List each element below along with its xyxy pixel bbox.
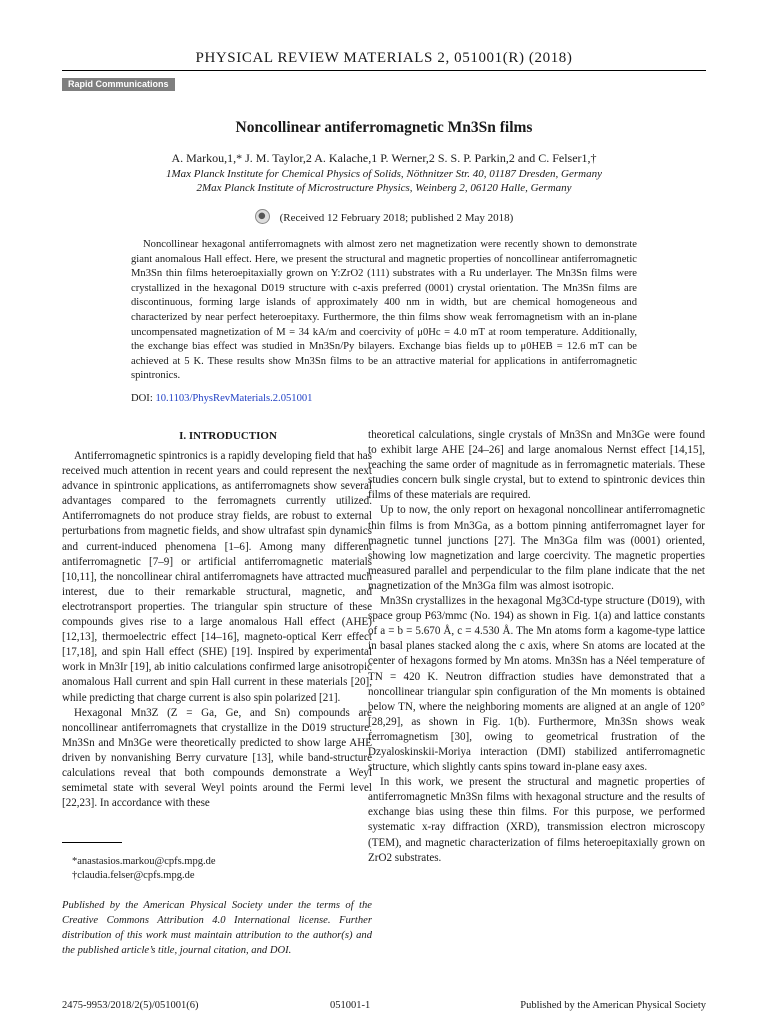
doi-link[interactable]: 10.1103/PhysRevMaterials.2.051001	[155, 393, 313, 404]
crossmark-icon[interactable]	[255, 209, 270, 224]
section-heading: I. INTRODUCTION	[179, 430, 277, 442]
paragraph: theoretical calculations, single crystals of Mn3Sn and Mn3Ge were found to exhibit large AHE [24–26] and large anomalous Nernst effect [14,15], reaching the same order of magnitude as in ferromagnetic materials. These studies concern bulk single crystal, but to extend to spintronic devices thin films of these materials are required.	[368, 429, 705, 502]
paragraph: In this work, we present the structural and magnetic properties of antiferromagnetic Mn3Sn films with hexagonal structure and the results of exchange bias using these thin films. For this purpose, we performed systematic x-ray diffraction (XRD), transmission electron microscopy (TEM), and magnetic characterization of films heteroepitaxially grown on ZrO2 substrates.	[368, 776, 705, 864]
footer-publisher: Published by the American Physical Society	[520, 1000, 706, 1011]
author-list: A. Markou,1,* J. M. Taylor,2 A. Kalache,1 P. Werner,2 S. S. P. Parkin,2 and C. Felser1,†	[171, 151, 597, 165]
footnote-email-2[interactable]: †claudia.felser@cpfs.mpg.de	[72, 870, 195, 881]
left-column	[62, 449, 372, 811]
journal-header: PHYSICAL REVIEW MATERIALS 2, 051001(R) (2018)	[195, 50, 573, 66]
footnote-email-1[interactable]: *anastasios.markou@cpfs.mpg.de	[72, 856, 216, 867]
footer-page-number: 051001-1	[330, 1000, 371, 1011]
paragraph: Antiferromagnetic spintronics is a rapidly developing field that has received much attention in recent years and could represent the next advance in spintronic applications, as antiferromagnets show several advantages compared to the ferromagnets currently utilized. Antiferromagnets do not produce stray fields, are robust to external perturbations from magnetic fields, and show ultrafast spin dynamics and current-induced phenomena [1–6]. Among many different antiferromagnetic [7–9] or artificial antiferromagnetic materials [10,11], the noncollinear chiral antiferromagnets have attracted much interest, due to their remarkable structural, magnetic, and electrotransport properties. The triangular spin structure of these compounds gives rise to a large anomalous Hall effect (AHE) [12,13], thermoelectric effect [14–16], magneto-optical Kerr effect [17,18], and spin Hall effect (SHE) [19]. Inspired by experimental work in Mn3Ir [19], ab initio calculations confirmed large anisotropic anomalous Hall current and spin Hall current in these materials [20], while predicting that charge current is also spin polarized [21].	[62, 450, 372, 704]
abstract: Noncollinear hexagonal antiferromagnets with almost zero net magnetization were recently shown to demonstrate giant anomalous Hall effect. Here, we present the structural and magnetic properties of noncollinear antiferromagnetic Mn3Sn thin films heteroepitaxially grown on Y:ZrO2 (111) substrates with a Ru underlayer. The Mn3Sn films were crystallized in the hexagonal D019 structure with c-axis preferred (0001) crystal orientation. The Mn3Sn films are discontinuous, forming large islands of approximately 400 nm in width, but are chemical homogeneous and characterized by near perfect heteroepitaxy. Furthermore, the thin films show weak ferromagnetism with an in-plane uncompensated magnetization of M = 34 kA/m and coercivity of μ0Hc = 4.0 mT at room temperature. Additionally, the exchange bias effect was studied in Mn3Sn/Py bilayers. Exchange bias fields up to μ0HEB = 12.6 mT can be achieved at 5 K. These results show Mn3Sn films to be an attractive material for applications in antiferromagnetic spintronics.	[131, 239, 637, 382]
affiliation-2: 2Max Planck Institute of Microstructure Physics, Weinberg 2, 06120 Halle, Germany	[196, 182, 572, 194]
paragraph: Mn3Sn crystallizes in the hexagonal Mg3Cd-type structure (D019), with space group P63/mmc (No. 194) as shown in Fig. 1(a) and lattice constants of a = b = 5.670 Å, c = 4.530 Å. The Mn atoms form a kagome-type lattice in basal planes stacked along the c axis, where Sn atoms are located at the center of hexagons formed by Mn atoms. Mn3Sn has a Néel temperature of TN = 420 K. Neutron diffraction studies have demonstrated that a noncollinear triangular spin configuration of the Mn moments is obtained below TN, where the neighboring moments are aligned at an angle of 120° [28,29], as shown in Fig. 1(b). Furthermore, Mn3Sn shows weak ferromagnetism [30], owing to geometrical frustration of the Dzyaloskinskii-Moriya interaction (DMI) stabilized antiferromagnetic structure, which slightly cants spins toward in-plane easy axes.	[368, 595, 705, 774]
affiliation-1: 1Max Planck Institute for Chemical Physics of Solids, Nöthnitzer Str. 40, 01187 Dresden, Germany	[166, 168, 602, 180]
article-title: Noncollinear antiferromagnetic Mn3Sn films	[235, 119, 533, 136]
received-line	[0, 209, 768, 224]
doi-line	[131, 393, 312, 404]
license-note: Published by the American Physical Society under the terms of the Creative Commons Attribution 4.0 International license. Further distribution of this work must maintain attribution to the author(s) and the published article’s title, journal citation, and DOI.	[62, 900, 372, 956]
right-column	[368, 428, 705, 866]
header-rule	[62, 70, 706, 71]
paragraph: Up to now, the only report on hexagonal noncollinear antiferromagnetic thin films is from Mn3Ga, as a bottom pinning antiferromagnet layer for magnetic tunnel junctions [27]. The Mn3Ga film was (0001) oriented, showing low magnetization and large coercivity. The magnetic properties measured parallel and perpendicular to the film plane indicate that the net magnetization of the Mn3Ga film was almost isotropic.	[368, 504, 705, 592]
footnote-rule	[62, 842, 122, 843]
footer-issn: 2475-9953/2018/2(5)/051001(6)	[62, 1000, 199, 1011]
received-dates: (Received 12 February 2018; published 2 May 2018)	[279, 212, 514, 224]
doi-label: DOI:	[131, 393, 153, 404]
section-tag: Rapid Communications	[62, 78, 175, 91]
paragraph: Hexagonal Mn3Z (Z = Ga, Ge, and Sn) compounds are noncollinear antiferromagnets that crystallize in the D019 structure. Mn3Sn and Mn3Ge were theoretically predicted to show large AHE driven by nonvanishing Berry curvature [13], while band-structure calculations reveal that both compounds demonstrate a Weyl semimetal state with several Weyl points around the Fermi level [22,23]. In accordance with these	[62, 706, 372, 810]
